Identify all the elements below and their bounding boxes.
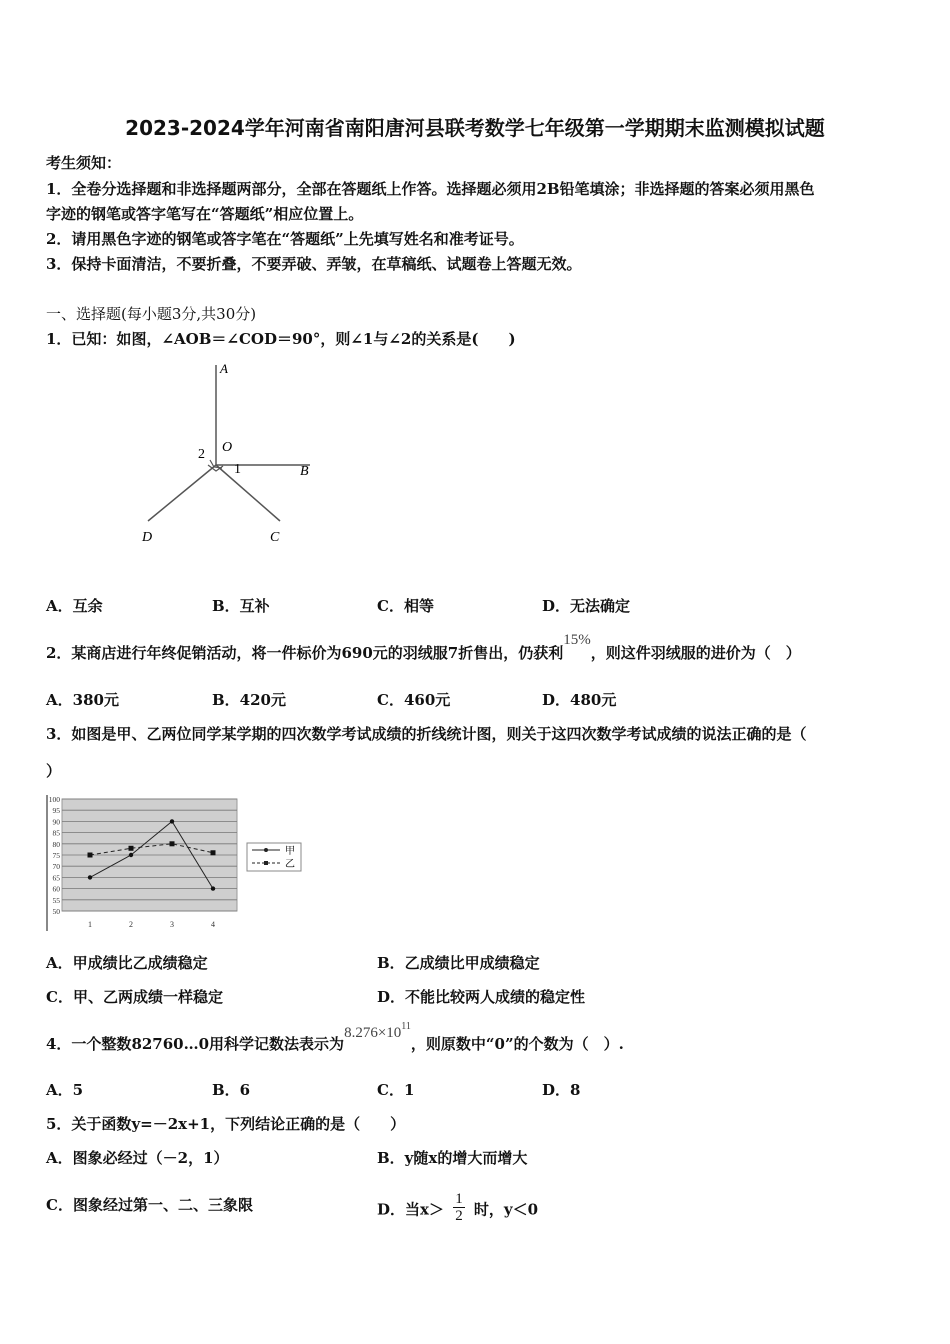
q4-option-b: B．6 bbox=[212, 1081, 251, 1099]
y-tick-label: 70 bbox=[52, 862, 60, 872]
q4-stem-a: 4．一个整数82760…0用科学记数法表示为 bbox=[46, 1035, 345, 1053]
q5-option-c: C．图象经过第一、二、三象限 bbox=[46, 1196, 253, 1214]
x-tick-label: 1 bbox=[88, 920, 92, 929]
data-point-yi bbox=[211, 850, 216, 855]
data-point-jia bbox=[170, 819, 174, 823]
q1-option-b: B．互补 bbox=[212, 597, 270, 615]
q3-option-c: C．甲、乙两成绩一样稳定 bbox=[46, 988, 223, 1006]
x-tick-label: 2 bbox=[129, 920, 133, 929]
y-tick-label: 90 bbox=[52, 817, 60, 827]
q1-option-a: A．互余 bbox=[46, 597, 103, 615]
label-angle-1: 1 bbox=[234, 462, 241, 477]
q5-fraction-den: 2 bbox=[455, 1208, 463, 1224]
q4-sci-exp: 11 bbox=[401, 1021, 411, 1032]
q5-fraction bbox=[453, 1191, 465, 1224]
q2-option-d: D．480元 bbox=[542, 691, 617, 709]
label-c: C bbox=[270, 530, 280, 545]
data-point-yi bbox=[88, 853, 93, 858]
y-tick-label: 50 bbox=[52, 907, 60, 916]
q5-option-a: A．图象必经过（－2，1） bbox=[46, 1149, 229, 1167]
x-tick-label: 3 bbox=[170, 920, 174, 929]
q2-percent: 15% bbox=[563, 632, 591, 648]
q4-sci-base: 8.276×10 bbox=[344, 1025, 402, 1041]
q2-stem bbox=[46, 632, 801, 663]
notice-item-3: 3．保持卡面清洁，不要折叠，不要弄破、弄皱，在草稿纸、试题卷上答题无效。 bbox=[46, 255, 582, 273]
q3-stem-b: ） bbox=[46, 762, 62, 780]
ray-oc bbox=[216, 465, 280, 521]
y-tick-label: 55 bbox=[52, 895, 60, 905]
q2-option-a: A．380元 bbox=[46, 691, 119, 709]
label-b: B bbox=[300, 464, 309, 479]
chart-legend bbox=[247, 843, 301, 871]
section-heading: 一、选择题(每小题3分,共30分) bbox=[46, 305, 257, 323]
q2-stem-a: 2．某商店进行年终促销活动，将一件标价为690元的羽绒服7折售出，仍获利 bbox=[46, 644, 564, 662]
q1-stem: 1．已知：如图，∠AOB＝∠COD＝90°，则∠1与∠2的关系是( ) bbox=[46, 330, 516, 348]
q3-stem-a: 3．如图是甲、乙两位同学某学期的四次数学考试成绩的折线统计图，则关于这四次数学考试成绩的说法正确的是（ bbox=[46, 725, 807, 743]
y-tick-label: 60 bbox=[52, 884, 60, 894]
q1-option-d: D．无法确定 bbox=[542, 597, 631, 615]
y-tick-label: 65 bbox=[52, 873, 60, 883]
y-tick-label: 80 bbox=[52, 839, 60, 849]
data-point-jia bbox=[88, 875, 92, 879]
y-tick-label: 95 bbox=[52, 806, 60, 816]
y-tick-label: 75 bbox=[52, 851, 60, 860]
label-a: A bbox=[220, 361, 228, 376]
q4-stem-b: ，则原数中“0”的个数为（ ）. bbox=[410, 1035, 624, 1053]
q4-option-c: C．1 bbox=[377, 1081, 415, 1099]
q5-option-d-a: D．当x＞ bbox=[377, 1200, 444, 1219]
legend-jia: 甲 bbox=[285, 846, 295, 857]
legend-yi: 乙 bbox=[285, 859, 295, 870]
q1-angle-figure bbox=[130, 355, 330, 550]
ray-od bbox=[148, 465, 216, 521]
data-point-yi bbox=[170, 841, 175, 846]
q3-line-chart bbox=[42, 793, 307, 933]
notice-heading: 考生须知： bbox=[46, 154, 122, 172]
y-tick-label: 85 bbox=[52, 828, 60, 838]
q4-option-d: D．8 bbox=[542, 1081, 581, 1099]
q4-stem bbox=[46, 1021, 624, 1054]
label-angle-2: 2 bbox=[198, 447, 205, 462]
q1-option-c: C．相等 bbox=[377, 597, 434, 615]
q4-option-a: A．5 bbox=[46, 1081, 84, 1099]
q5-option-d bbox=[377, 1191, 539, 1227]
q5-stem: 5．关于函数y=－2x+1，下列结论正确的是（ ） bbox=[46, 1115, 406, 1133]
label-d: D bbox=[142, 530, 153, 545]
data-point-jia bbox=[211, 886, 215, 890]
notice-item-1a: 1．全卷分选择题和非选择题两部分，全部在答题纸上作答。选择题必须用2B铅笔填涂；非选择题的答案必须用黑色 bbox=[46, 180, 815, 198]
y-tick-label: 100 bbox=[48, 795, 60, 804]
q5-option-d-b: 时，y＜0 bbox=[473, 1200, 539, 1219]
q2-option-b: B．420元 bbox=[212, 691, 286, 709]
notice-item-1b: 字迹的钢笔或答字笔写在“答题纸”相应位置上。 bbox=[46, 205, 364, 223]
q2-option-c: C．460元 bbox=[377, 691, 451, 709]
q2-stem-b: ，则这件羽绒服的进价为（ ） bbox=[590, 644, 801, 662]
label-o: O bbox=[222, 440, 233, 455]
q3-option-d: D．不能比较两人成绩的稳定性 bbox=[377, 988, 586, 1006]
data-point-jia bbox=[129, 853, 133, 857]
q5-option-b: B．y随x的增大而增大 bbox=[377, 1149, 528, 1167]
q3-option-b: B．乙成绩比甲成绩稳定 bbox=[377, 954, 540, 972]
notice-item-2: 2．请用黑色字迹的钢笔或答字笔在“答题纸”上先填写姓名和准考证号。 bbox=[46, 230, 524, 248]
data-point-yi bbox=[129, 846, 134, 851]
page-title: 2023-2024学年河南省南阳唐河县联考数学七年级第一学期期末监测模拟试题 bbox=[125, 116, 825, 140]
x-tick-label: 4 bbox=[211, 920, 215, 929]
q5-fraction-num: 1 bbox=[455, 1191, 463, 1207]
q3-option-a: A．甲成绩比乙成绩稳定 bbox=[46, 954, 208, 972]
